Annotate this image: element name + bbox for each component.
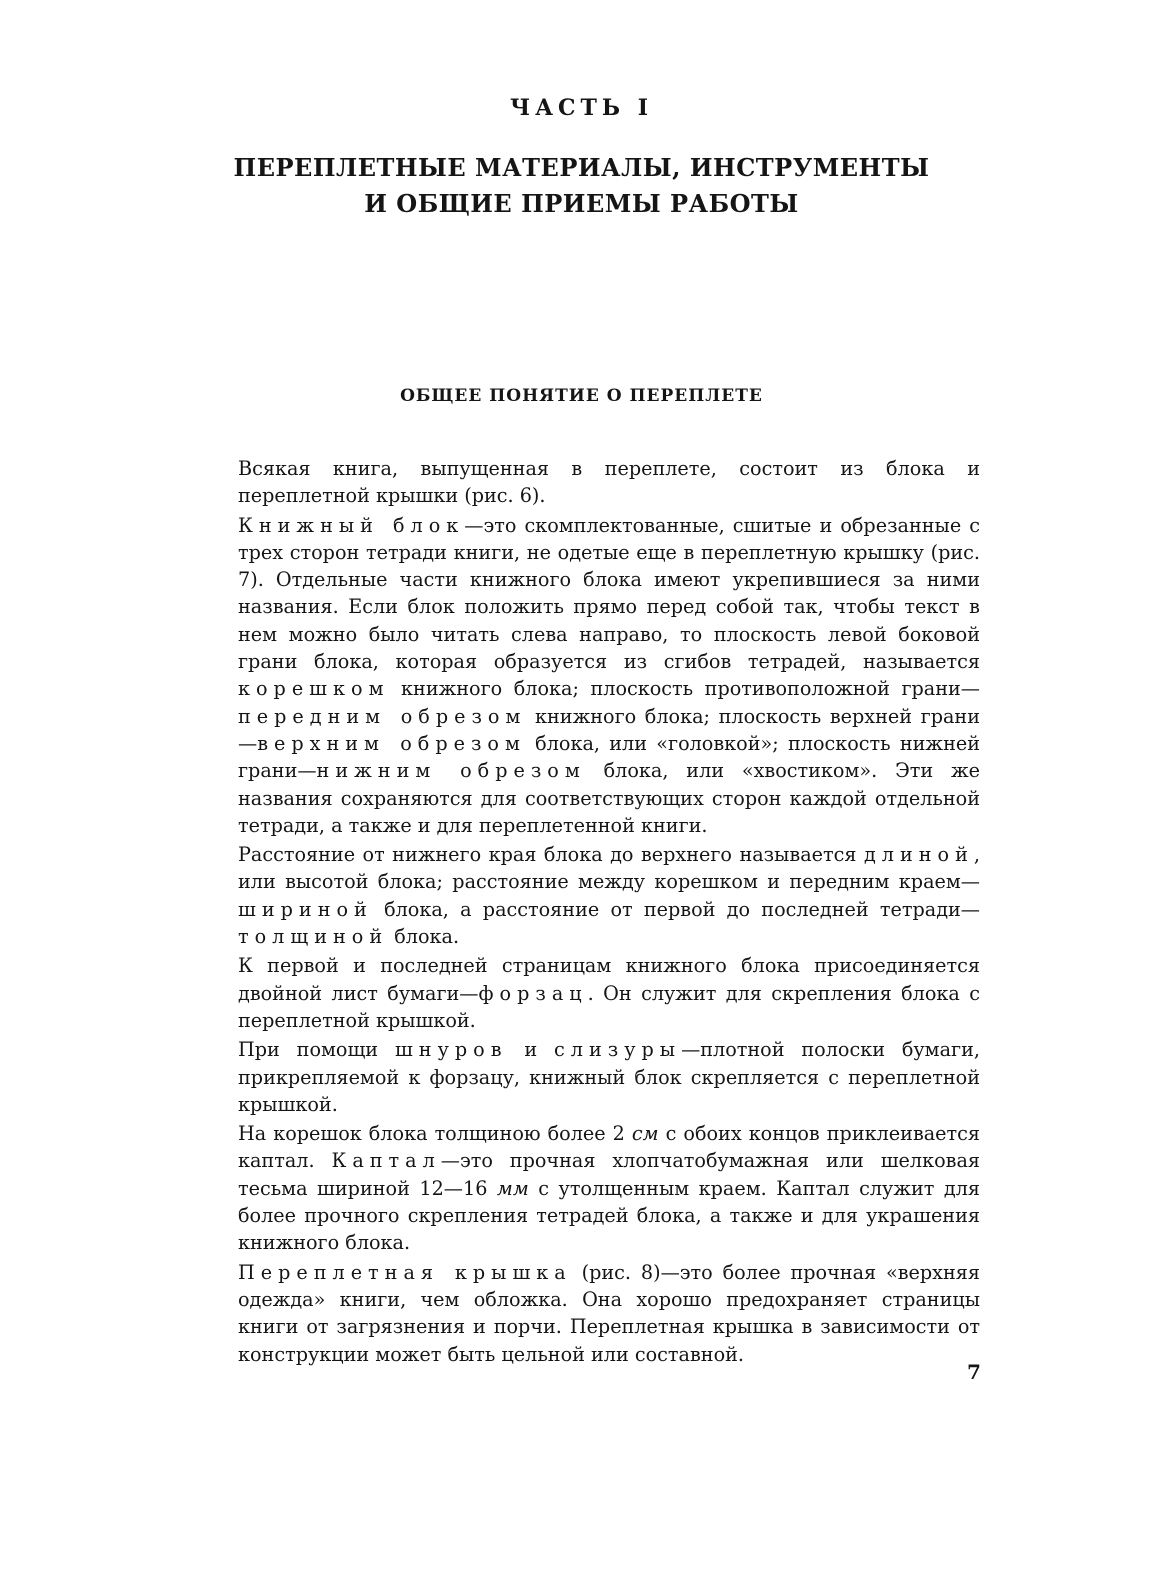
paragraph-6-text-2: с обоих концов приклеивается каптал.	[238, 1122, 981, 1173]
term-fore-edge: передним обрезом	[238, 704, 527, 728]
part-label: ЧАСТЬ I	[510, 95, 653, 121]
paragraph-3-text-4: блока.	[388, 925, 460, 949]
paragraph-2-text-5: блока, или «хвостиком». Эти же названия сохраняются для соответствующих сторон каждой отдельной тетради, а также и для переплетенной книги.	[238, 759, 980, 837]
page-number: 7	[967, 1360, 981, 1384]
paragraph-6-text-4: с утолщенным краем. Каптал служит для более прочного скрепления тетрадей блока, а также и для украшения книжного блока.	[238, 1176, 980, 1255]
unit-mm: мм	[496, 1176, 529, 1200]
term-book-block: Книжный блок	[238, 513, 465, 537]
paragraph-1	[238, 455, 980, 510]
paragraph-2-text-3: книжного блока; плоскость верхней грани—	[238, 704, 980, 755]
paragraph-4	[238, 952, 980, 1034]
part-title-line-2: И ОБЩИЕ ПРИЕМЫ РАБОТЫ	[364, 189, 799, 218]
paragraph-5-text-1: При помощи	[238, 1038, 395, 1062]
paragraph-5	[238, 1036, 980, 1118]
term-endpaper: форзац	[478, 981, 588, 1005]
paragraph-1-text: Всякая книга, выпущенная в переплете, состоит из блока и переплетной крышки (рис. 6).	[238, 457, 980, 508]
term-spine: корешком	[238, 677, 390, 701]
paragraph-7-text-1: (рис. 8)—это более прочная «верхняя одежда» книги, чем обложка. Она хорошо предохраняет страницы книги от загрязнения и порчи. Переплетная крышка в зависимости от конструкции может быть цельной или составной.	[238, 1260, 980, 1366]
term-cords: шнуров	[394, 1038, 508, 1062]
paragraph-3-text-3: блока, а расстояние от первой до последней тетради—	[372, 897, 980, 921]
term-thickness: толщиной	[238, 925, 389, 949]
term-width: шириной	[238, 897, 373, 921]
term-bottom-edge: нижним обрезом	[316, 759, 586, 783]
term-binding-cover: Переплетная крышка	[238, 1260, 572, 1284]
unit-cm: см	[631, 1122, 659, 1146]
term-top-edge: верхним обрезом	[257, 731, 526, 755]
paragraph-3	[238, 841, 980, 950]
paragraph-3-text-2: , или высотой блока; расстояние между корешком и передним краем—	[238, 843, 980, 894]
paragraph-5-text-3: —плотной полоски бумаги, прикрепляемой к форзацу, книжный блок скрепляется с переплетной крышкой.	[238, 1038, 980, 1116]
paragraph-2	[238, 512, 980, 840]
paragraph-4-text-1: К первой и последней страницам книжного блока присоединяется двойной лист бумаги—	[238, 954, 980, 1005]
paragraph-2-text-2: книжного блока; плоскость противоположной грани—	[389, 677, 980, 701]
paragraph-4-text-2: . Он служит для скрепления блока с переплетной крышкой.	[238, 981, 980, 1032]
paragraph-5-text-2: и	[507, 1038, 555, 1062]
term-slizura: слизуры	[554, 1038, 682, 1062]
paragraph-3-text-1: Расстояние от нижнего края блока до верхнего называется	[238, 843, 864, 867]
part-title-line-1: ПЕРЕПЛЕТНЫЕ МАТЕРИАЛЫ, ИНСТРУМЕНТЫ	[233, 153, 930, 182]
term-headband: Каптал	[331, 1149, 441, 1173]
paragraph-2-text-4: блока, или «головкой»; плоскость нижней грани—	[238, 731, 981, 783]
paragraph-7	[238, 1259, 980, 1368]
paragraph-2-text-1: —это скомплектованные, сшитые и обрезанные с трех сторон тетради книги, не одетые еще в переплетную крышку (рис. 7). Отдельные части книжного блока имеют укрепившиеся за ними названия. Если блок положить прямо перед собой так, чтобы текст в нем можно было читать слева направо, то плоскость левой боковой грани блока, которая образуется из сгибов тетрадей, называется	[238, 513, 980, 674]
section-title: ОБЩЕЕ ПОНЯТИЕ О ПЕРЕПЛЕТЕ	[400, 386, 763, 406]
paragraph-6-text-3: —это прочная хлопчатобумажная или шелковая тесьма шириной 12—16	[238, 1149, 980, 1200]
paragraph-6	[238, 1120, 980, 1256]
paragraph-6-text-1: На корешок блока толщиною более 2	[238, 1122, 632, 1146]
term-length: длиной	[863, 843, 974, 867]
body-text	[238, 455, 980, 1370]
part-title	[0, 150, 1163, 222]
